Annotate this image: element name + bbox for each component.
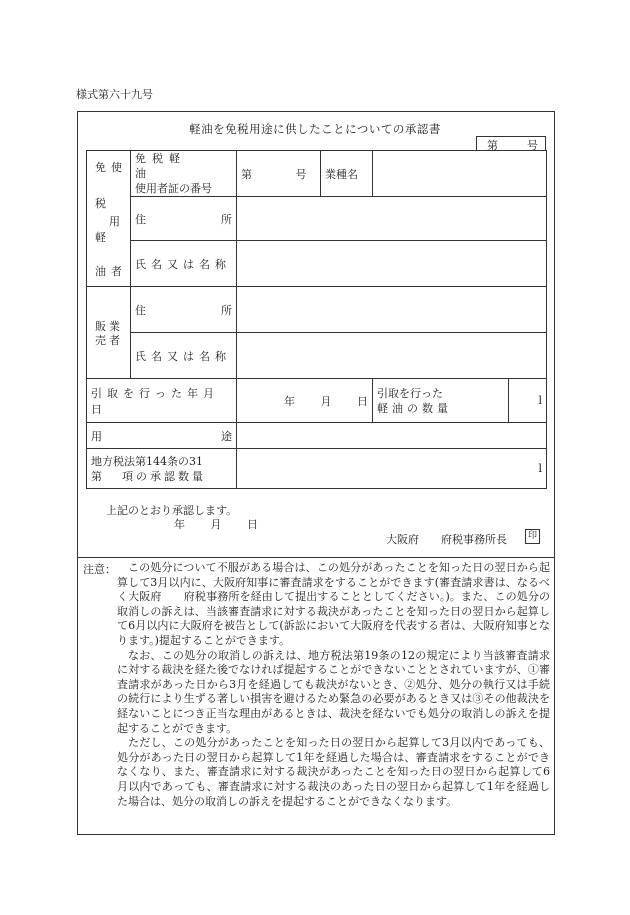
seller-name-field[interactable] [237, 333, 547, 379]
notes-text [117, 561, 550, 809]
user-address-label: 住 所 [131, 197, 237, 241]
user-group-label: 免 使 税 用 軽 油 者 [87, 151, 131, 287]
note-paragraph: この処分について不服がある場合は、この処分があったことを知った日の翌日から起算して3月以内に、大阪府知事に審査請求をすることができます(審査請求書は、なるべく大阪府 府税事務所を経由して提出することとしてください。)。また、この処分の取消しの訴えは、当該審査請求に対する裁決があったことを知った日の翌日から起算して6月以内に大阪府を被告として(訴訟において大阪府を代表する者は、大阪府知事となります。)提起することができます。 [117, 561, 550, 647]
receipt-quantity-field[interactable]: l [509, 379, 547, 423]
exemption-cert-number-field[interactable]: 第 号 [237, 151, 321, 197]
seller-address-label: 住 所 [131, 287, 237, 333]
number-go-label: 号 [527, 139, 538, 152]
approval-date: 年 月 日 [174, 518, 258, 531]
receipt-date-label: 引取を行った年月日 [87, 379, 237, 423]
approval-table [86, 150, 547, 489]
notes-label: 注意： [83, 563, 116, 576]
seal-mark: 印 [525, 529, 540, 544]
approval-quantity-label: 地方税法第144条の31 第 項の承認数量 [87, 449, 237, 489]
user-name-field[interactable] [237, 241, 547, 287]
industry-label: 業種名 [321, 151, 373, 197]
industry-field[interactable] [373, 151, 547, 197]
usage-label: 用 途 [87, 423, 237, 449]
issuer-name: 大阪府 府税事務所長 [386, 533, 507, 546]
receipt-date-field[interactable]: 年 月 日 [237, 379, 373, 423]
number-dai-label: 第 [487, 139, 498, 152]
seller-name-label: 氏名又は名称 [131, 333, 237, 379]
approval-quantity-field[interactable]: l [237, 449, 547, 489]
user-address-field[interactable] [237, 197, 547, 241]
form-number: 様式第六十九号 [76, 88, 153, 101]
exemption-cert-label: 免税軽油 使用者証の番号 [131, 151, 237, 197]
approval-remark: 上記のとおり承認します。 [106, 504, 238, 517]
note-paragraph: ただし、この処分があったことを知った日の翌日から起算して3月以内であっても、処分があった日の翌日から起算して1年を経過した場合は、審査請求をすることができなくなり、また、審査請求に対する裁決があったことを知った日の翌日から起算して6月以内であっても、審査請求に対する裁決のあった日の翌日から起算して1年を経過した場合は、処分の取消しの訴えを提起することができなくなります。 [117, 736, 550, 808]
usage-field[interactable] [237, 423, 547, 449]
receipt-quantity-label: 引取を行った 軽油の数量 [373, 379, 509, 423]
user-name-label: 氏名又は名称 [131, 241, 237, 287]
document-number-box [476, 136, 546, 151]
seller-address-field[interactable] [237, 287, 547, 333]
form-title: 軽油を免税用途に供したことについての承認書 [189, 122, 441, 136]
seller-group-label: 販 売 業 者 [87, 287, 131, 379]
note-paragraph: なお、この処分の取消しの訴えは、地方税法第19条の12の規定により当該審査請求に対する裁決を経た後でなければ提起することができないこととされていますが、①審査請求があった日から3月を経過しても裁決がないとき、②処分、処分の執行又は手続の続行により生ずる著しい損害を避けるため緊急の必要があるとき又は③その他裁決を経ないことにつき正当な理由があるときは、裁決を経ないでも処分の取消しの訴えを提起することができます。 [117, 648, 550, 735]
